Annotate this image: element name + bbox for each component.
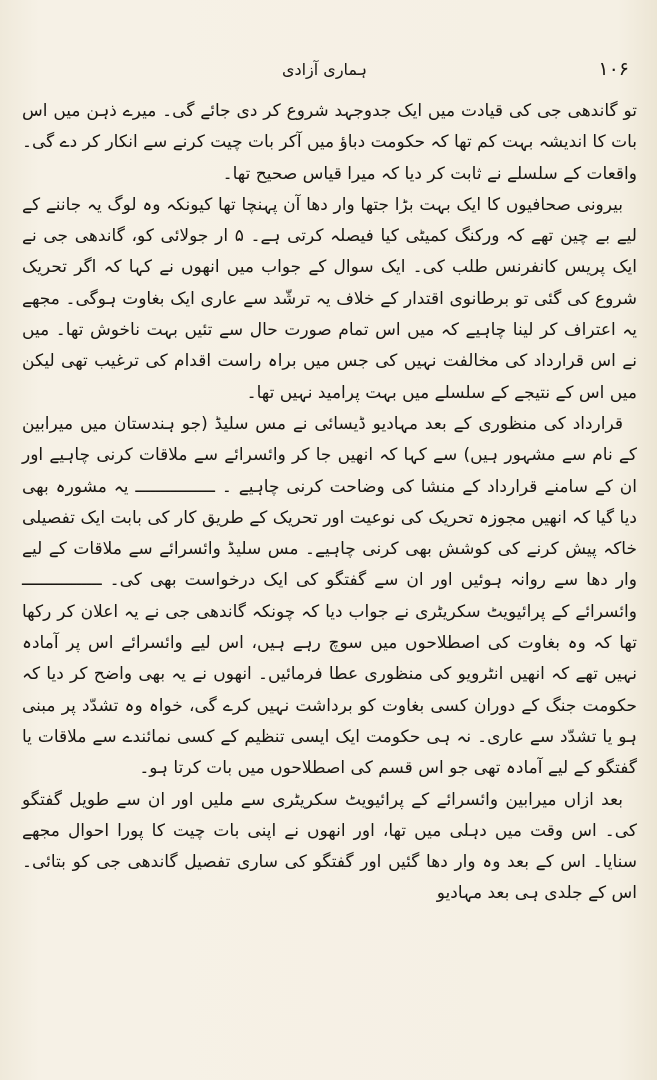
running-title: ہماری آزادی	[281, 60, 368, 79]
paragraph: تو گاندھی جی کی قیادت میں ایک جدوجہد شروع کر دی جائے گی۔ میرے ذہن میں اس بات کا اندیشہ بہت کم تھا کہ حکومت دباؤ میں آکر بات چیت کرنے سے انکار کر دے گی۔ واقعات کے سلسلے نے ثابت کر دیا کہ میرا قیاس صحیح تھا۔	[22, 101, 637, 184]
body-text	[22, 96, 637, 910]
paragraph: بعد ازاں میرابین وائسرائے کے پرائیویٹ سکریٹری سے ملیں اور ان سے طویل گفتگو کی۔ اس وقت میں دہلی میں تھا، اور انھوں نے اپنی بات چیت کا پورا احوال مجھے سنایا۔ اس کے بعد وہ وار دھا گئیں اور گفتگو کی ساری تفصیل گاندھی جی کو بتائی۔ اس کے جلدی ہی بعد مہادیو	[22, 789, 637, 904]
paragraph: قرارداد کی منظوری کے بعد مہادیو ڈیسائی نے مس سلیڈ (جو ہندستان میں میرابین کے نام سے مشہور ہیں) سے کہا کہ انھیں جا کر وائسرائے سے ملاقات کرنی چاہیے اور ان کے سامنے قرارداد کے منشا کی وضاحت کرنی چاہیے ۔ ــــــــــــــــ یہ مشورہ بھی دیا گیا کہ انھیں مجوزہ تحریک کی نوعیت اور تحریک کے طریق کار کی بابت ایک تفصیلی خاکہ پیش کرنے کی کوشش بھی کرنی چاہیے۔ مس سلیڈ وائسرائے سے ملاقات کے لیے وار دھا سے روانہ ہوئیں اور ان سے گفتگو کی ایک درخواست بھی کی۔ ــــــــــــــــ وائسرائے کے پرائیویٹ سکریٹری نے جواب دیا کہ چونکہ گاندھی جی نے یہ اعلان کر رکھا تھا کہ وہ بغاوت کی اصطلاحوں میں سوچ رہے ہیں، اس لیے وائسرائے اس پر آمادہ نہیں تھے کہ انھیں انٹرویو کی منظوری عطا فرمائیں۔ انھوں نے یہ بھی واضح کر دیا کہ حکومت جنگ کے دوران کسی بغاوت کو برداشت نہیں کرے گی، خواہ وہ تشدّد پر مبنی ہو یا تشدّد سے عاری۔ نہ ہی حکومت ایک ایسی تنظیم کے کسی نمائندے سے ملاقات یا گفتگو کے لیے آمادہ تھی جو اس قسم کی اصطلاحوں میں بات کرتا ہو۔	[22, 413, 637, 779]
page-number: ۱۰۶	[598, 58, 629, 80]
paragraph: بیرونی صحافیوں کا ایک بہت بڑا جتھا وار دھا آن پہنچا تھا کیونکہ وہ لوگ یہ جاننے کے لیے بے چین تھے کہ ورکنگ کمیٹی کیا فیصلہ کرتی ہے۔ ۵ ار جولائی کو، گاندھی جی نے ایک پریس کانفرنس طلب کی۔ ایک سوال کے جواب میں انھوں نے کہا کہ اگر تحریک شروع کی گئی تو برطانوی اقتدار کے خلاف یہ ترشّد سے عاری ایک بغاوت ہوگی۔ مجھے یہ اعتراف کر لینا چاہیے کہ میں اس تمام صورت حال سے تئیں بہت ناخوش تھا۔ میں نے اس قرارداد کی مخالفت نہیں کی جس میں براہ راست اقدام کی ترغیب تھی لیکن میں اس کے نتیجے کے سلسلے میں بہت پرامید نہیں تھا۔	[22, 194, 637, 403]
page-header	[20, 58, 629, 92]
